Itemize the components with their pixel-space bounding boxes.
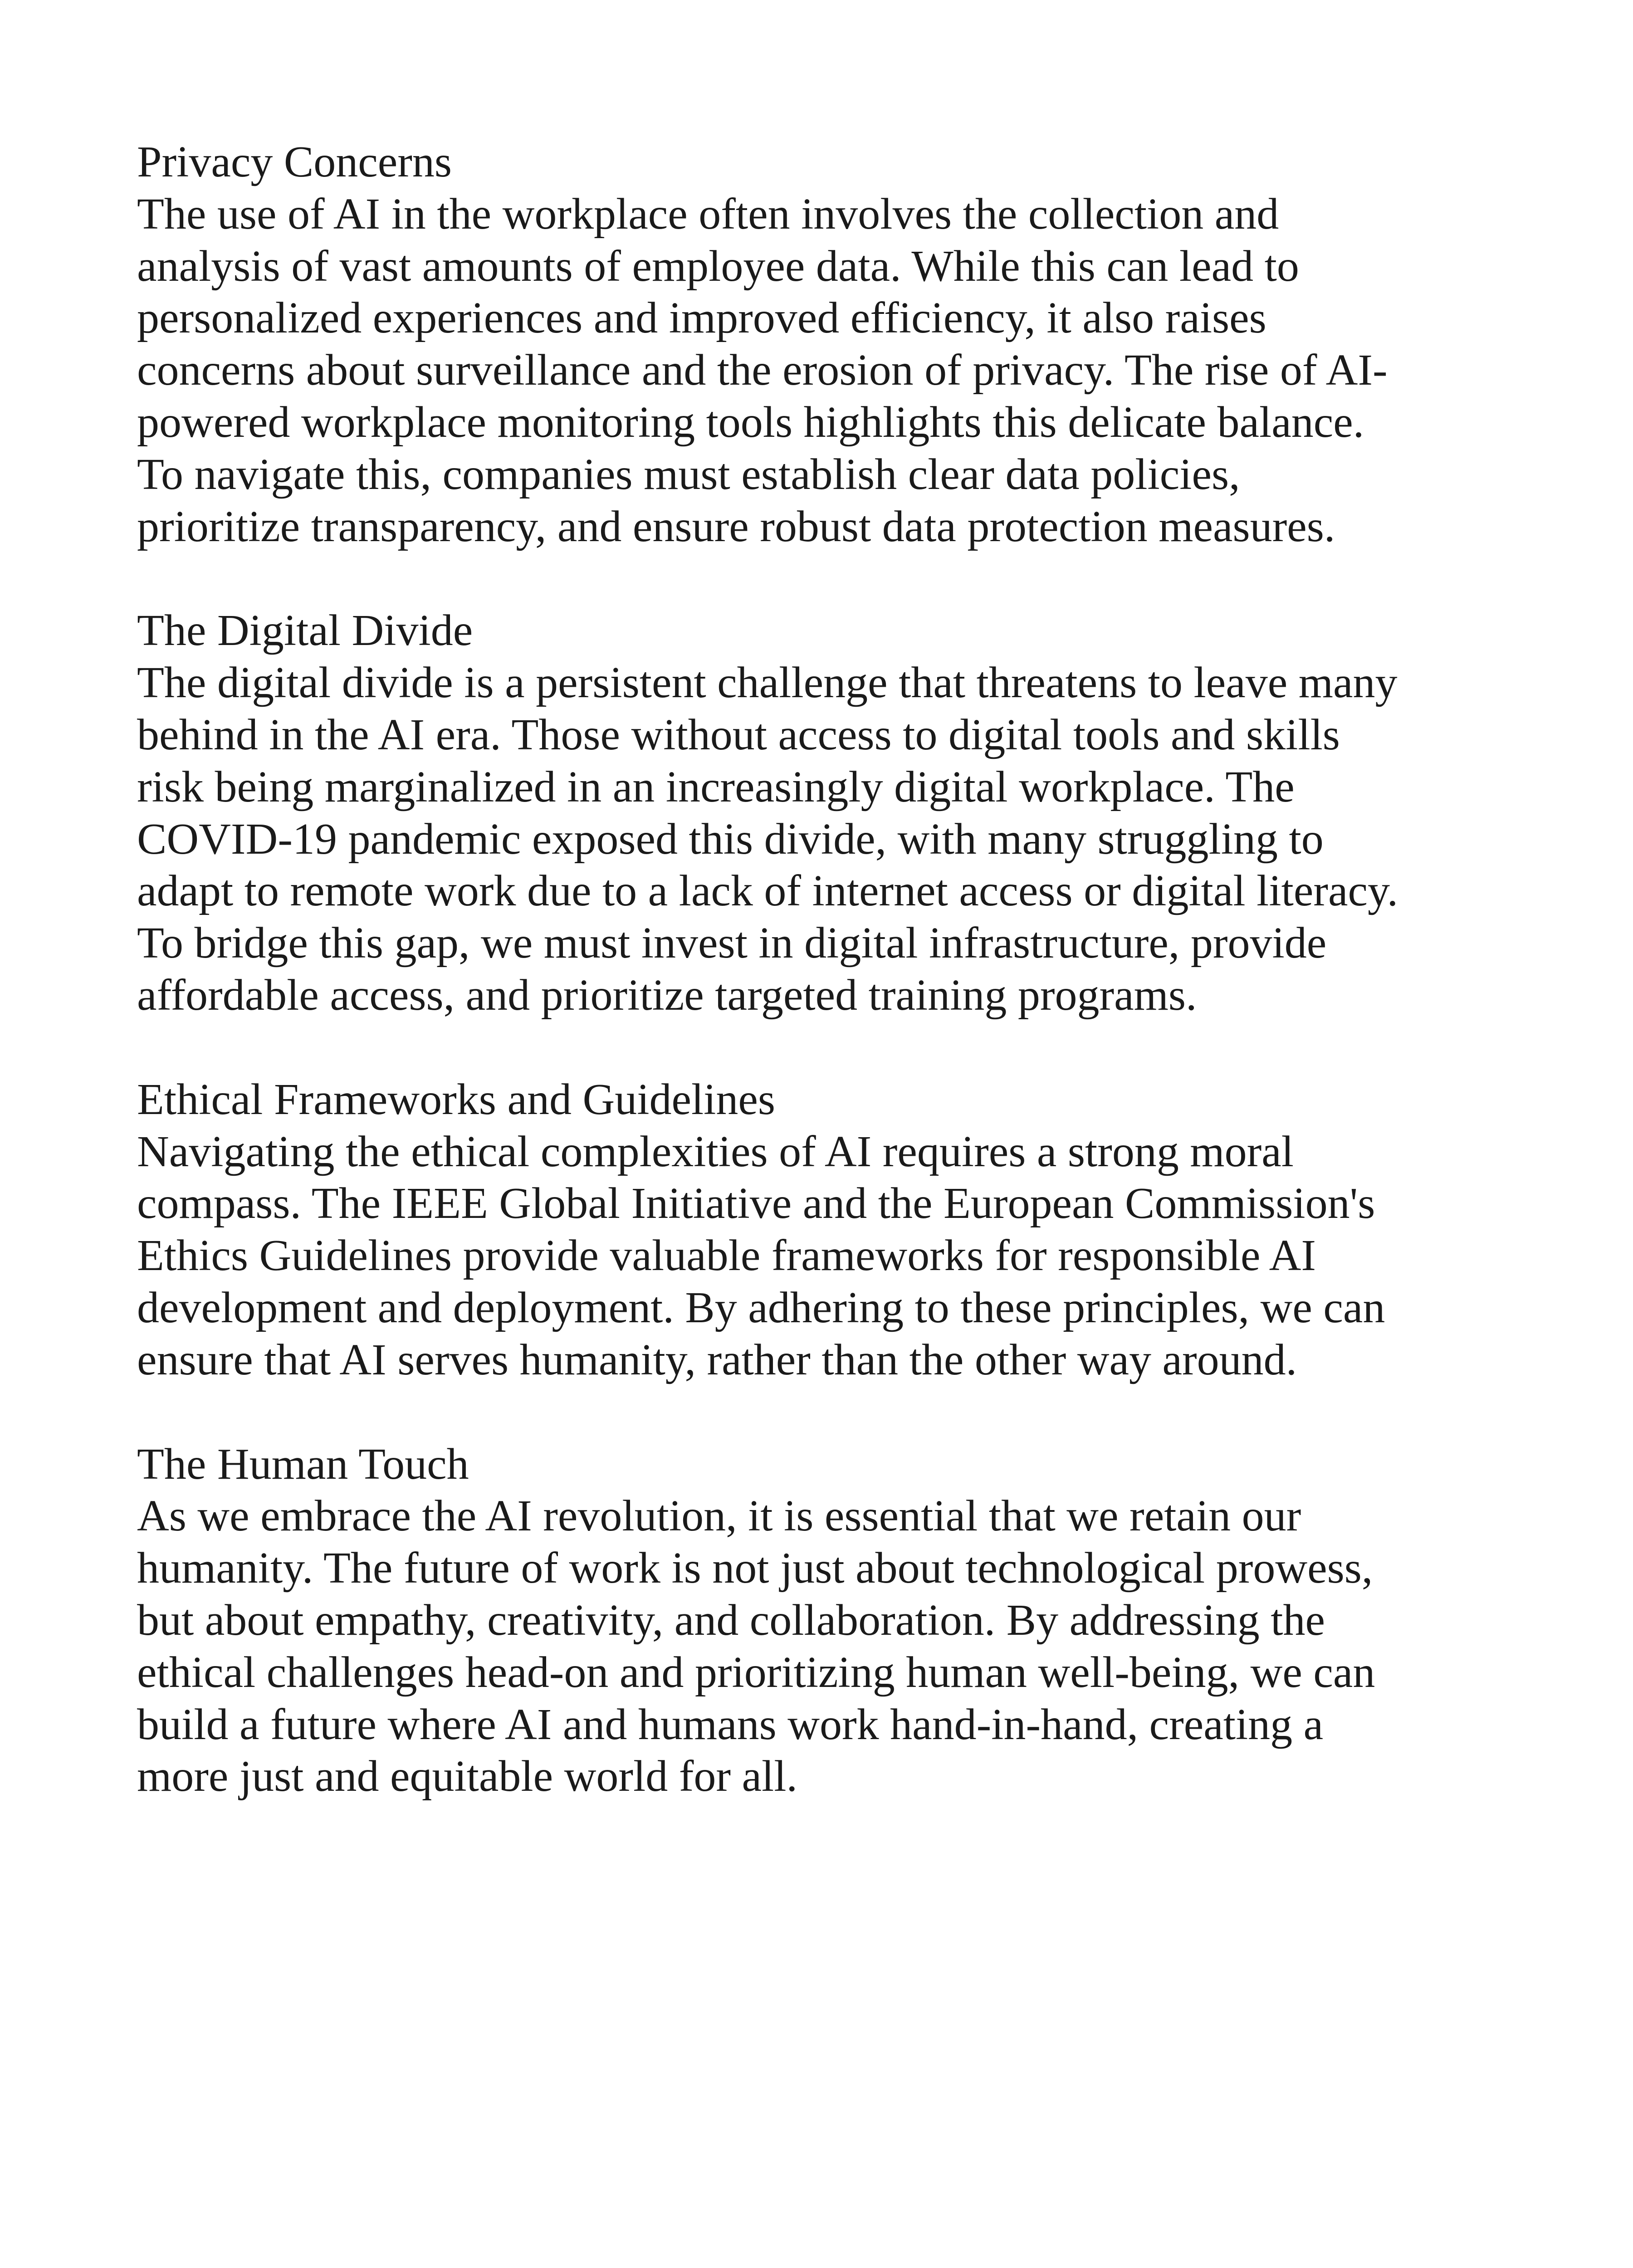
section-heading: The Human Touch	[137, 1439, 469, 1489]
section-privacy-concerns	[137, 136, 1480, 552]
section-heading: Privacy Concerns	[137, 137, 452, 186]
paragraph-line: ensure that AI serves humanity, rather than the other way around.	[137, 1335, 1297, 1384]
paragraph-line: more just and equitable world for all.	[137, 1752, 797, 1801]
paragraph-line: prioritize transparency, and ensure robust data protection measures.	[137, 502, 1335, 551]
paragraph-line: affordable access, and prioritize targeted training programs.	[137, 970, 1197, 1020]
paragraph-line: but about empathy, creativity, and collaboration. By addressing the	[137, 1595, 1325, 1645]
paragraph-line: concerns about surveillance and the erosion of privacy. The rise of AI-	[137, 346, 1388, 395]
paragraph-line: humanity. The future of work is not just about technological prowess,	[137, 1544, 1373, 1593]
paragraph-line: powered workplace monitoring tools highlights this delicate balance.	[137, 397, 1364, 447]
paragraph-line: personalized experiences and improved efficiency, it also raises	[137, 293, 1266, 343]
section-heading: The Digital Divide	[137, 606, 473, 655]
section-human-touch	[137, 1438, 1480, 1803]
paragraph-line: To bridge this gap, we must invest in digital infrastructure, provide	[137, 919, 1327, 968]
paragraph-line: To navigate this, companies must establish clear data policies,	[137, 450, 1240, 499]
section-heading: Ethical Frameworks and Guidelines	[137, 1075, 776, 1124]
paragraph-line: analysis of vast amounts of employee data. While this can lead to	[137, 241, 1299, 291]
paragraph-line: development and deployment. By adhering to these principles, we can	[137, 1283, 1385, 1332]
section-ethical-frameworks	[137, 1074, 1480, 1386]
paragraph-line: COVID-19 pandemic exposed this divide, with many struggling to	[137, 814, 1324, 864]
paragraph-line: build a future where AI and humans work hand-in-hand, creating a	[137, 1700, 1324, 1749]
paragraph-line: Ethics Guidelines provide valuable frameworks for responsible AI	[137, 1231, 1316, 1281]
paragraph-line: adapt to remote work due to a lack of internet access or digital literacy.	[137, 866, 1398, 916]
paragraph-line: As we embrace the AI revolution, it is essential that we retain our	[137, 1491, 1301, 1541]
paragraph-line: ethical challenges head-on and prioritizing human well-being, we can	[137, 1647, 1375, 1697]
paragraph-line: risk being marginalized in an increasingly digital workplace. The	[137, 762, 1295, 811]
paragraph-line: behind in the AI era. Those without access to digital tools and skills	[137, 710, 1340, 759]
section-digital-divide	[137, 605, 1480, 1021]
paragraph-line: The digital divide is a persistent challenge that threatens to leave many	[137, 658, 1398, 708]
paragraph-line: Navigating the ethical complexities of AI requires a strong moral	[137, 1127, 1294, 1176]
paragraph-line: compass. The IEEE Global Initiative and the European Commission's	[137, 1179, 1375, 1228]
paragraph-line: The use of AI in the workplace often involves the collection and	[137, 189, 1279, 239]
page-body	[137, 136, 1480, 1855]
